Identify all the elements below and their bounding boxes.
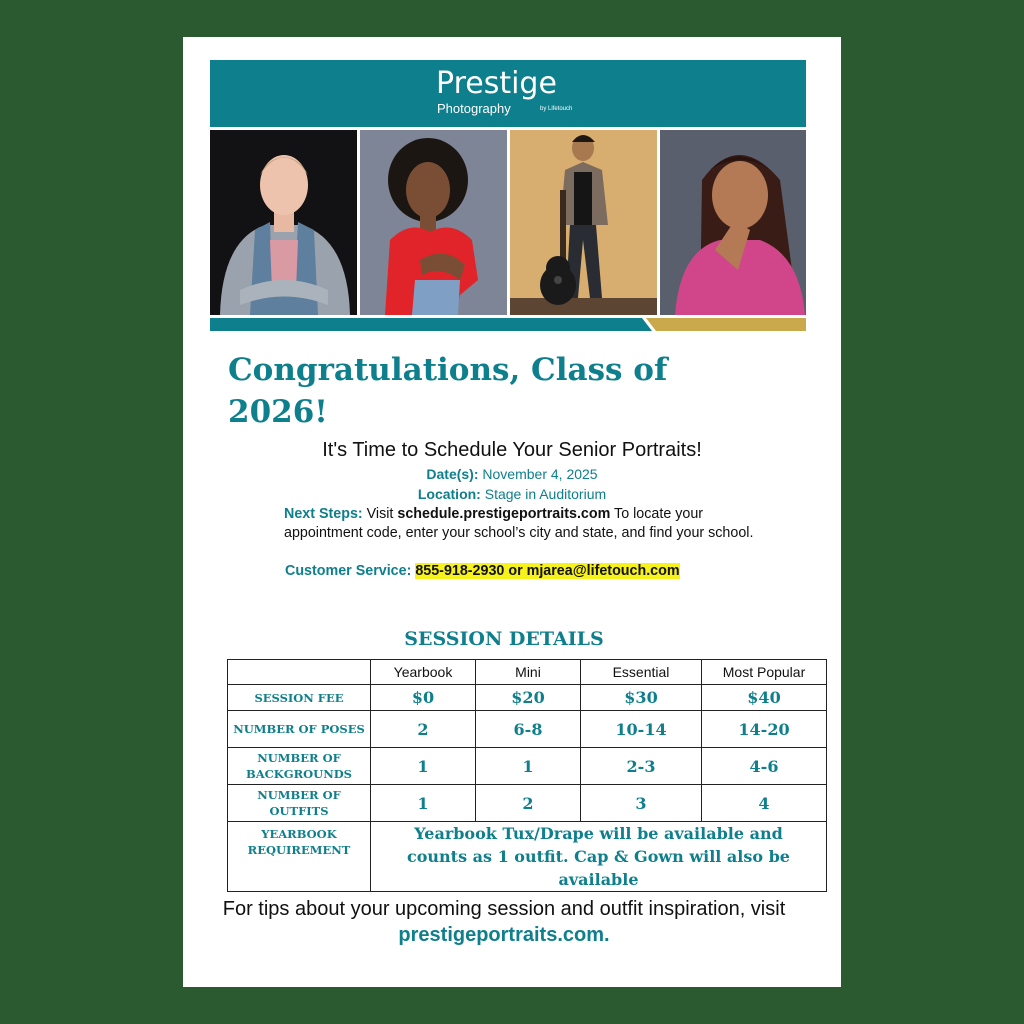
table-cell: 1: [476, 748, 581, 785]
location-value: Stage in Auditorium: [484, 486, 607, 502]
session-details-title: SESSION DETAILS: [404, 628, 604, 650]
col-header-essential: Essential: [581, 660, 702, 685]
table-cell: 1: [371, 785, 476, 822]
table-row: [228, 748, 827, 785]
footer-note: [183, 896, 825, 948]
logo-by: by Lifetouch: [540, 106, 573, 112]
table-cell: $0: [371, 685, 476, 711]
prestige-logo: [436, 66, 573, 116]
customer-service-label: Customer Service:: [285, 563, 412, 579]
next-steps-label: Next Steps:: [284, 506, 363, 522]
table-cell: 1: [371, 748, 476, 785]
table-row: [228, 822, 827, 892]
location-label: Location:: [417, 486, 481, 502]
next-steps-pre: Visit: [366, 506, 394, 522]
table-cell: 2: [476, 785, 581, 822]
session-details-table: [227, 659, 827, 892]
table-cell: $30: [581, 685, 702, 711]
table-cell: $20: [476, 685, 581, 711]
table-row: [228, 711, 827, 748]
table-row: [228, 785, 827, 822]
header-banner: [210, 60, 806, 127]
row-label-session-fee: SESSION FEE: [228, 685, 371, 711]
table-cell: $40: [702, 685, 827, 711]
row-label-yearbook-requirement: YEARBOOK REQUIREMENT: [228, 822, 371, 892]
footer-link[interactable]: prestigeportraits.com.: [398, 924, 610, 946]
footer-text: For tips about your upcoming session and outfit inspiration, visit: [222, 898, 786, 920]
row-label-backgrounds: NUMBER OF BACKGROUNDS: [228, 748, 371, 785]
subheadline: It's Time to Schedule Your Senior Portraits!: [322, 439, 702, 461]
logo-sub: Photography: [437, 101, 511, 116]
portrait-photo-3: [510, 130, 657, 315]
table-cell: 3: [581, 785, 702, 822]
customer-service-contact[interactable]: 855-918-2930 or mjarea@lifetouch.com: [415, 563, 680, 579]
row-label-poses: NUMBER OF POSES: [228, 711, 371, 748]
col-header-most-popular: Most Popular: [702, 660, 827, 685]
table-cell: 4-6: [702, 748, 827, 785]
customer-service: [285, 563, 680, 579]
color-stripe: [210, 318, 806, 331]
table-cell: 2-3: [581, 748, 702, 785]
next-steps: [284, 505, 764, 543]
table-cell: 4: [702, 785, 827, 822]
dates-label: Date(s):: [426, 466, 479, 482]
flyer-page: [183, 37, 841, 987]
col-header-yearbook: Yearbook: [371, 660, 476, 685]
schedule-link[interactable]: schedule.prestigeportraits.com: [397, 506, 611, 522]
portrait-photo-4: [660, 130, 806, 315]
location-line: [183, 486, 841, 502]
col-header-mini: Mini: [476, 660, 581, 685]
yearbook-requirement-note: Yearbook Tux/Drape will be available and counts as 1 outfit. Cap & Gown will also be available: [371, 822, 827, 892]
logo-name: Prestige: [436, 66, 557, 101]
table-corner-cell: [228, 660, 371, 685]
table-cell: 6-8: [476, 711, 581, 748]
table-row: [228, 685, 827, 711]
headline: Congratulations, Class of 2026!: [228, 352, 668, 430]
dates-line: [183, 466, 841, 482]
table-cell: 2: [371, 711, 476, 748]
row-label-outfits: NUMBER OF OUTFITS: [228, 785, 371, 822]
next-steps-text: To locate your appointment code, enter your school’s city and state, and find your school.: [284, 506, 754, 541]
table-cell: 14-20: [702, 711, 827, 748]
portrait-photo-1: [210, 130, 357, 315]
table-cell: 10-14: [581, 711, 702, 748]
table-header-row: [228, 660, 827, 685]
dates-value: November 4, 2025: [482, 466, 598, 482]
portrait-photo-2: [360, 130, 507, 315]
